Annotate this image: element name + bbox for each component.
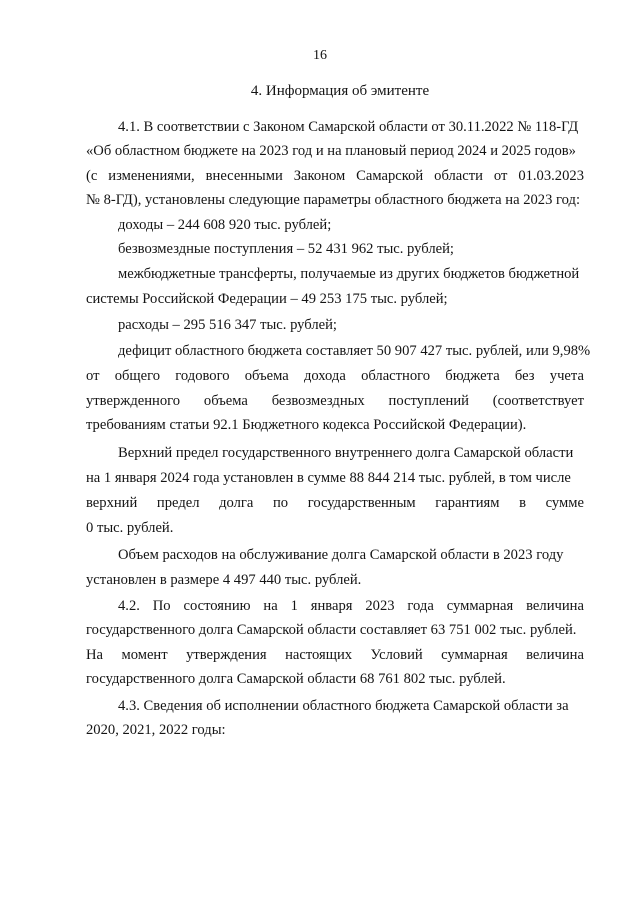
paragraph-4-2-line-3 (86, 646, 584, 664)
justified-word: верхний (86, 495, 138, 511)
debt-limit-line-1: Верхний предел государственного внутреннего долга Самарской области (118, 445, 574, 461)
paragraph-4-3-line-2: 2020, 2021, 2022 годы: (86, 722, 226, 738)
justified-word: Законом (293, 168, 346, 184)
justified-word: изменениями, (108, 168, 195, 184)
justified-word: января (310, 598, 353, 614)
section-title: 4. Информация об эмитенте (250, 83, 430, 99)
justified-word: Самарской (356, 168, 424, 184)
justified-word: государственным (307, 495, 416, 511)
justified-word: величина (526, 598, 584, 614)
justified-word: утвержденного (86, 393, 181, 409)
justified-word: суммарная (441, 647, 508, 663)
debt-service-line-2: установлен в размере 4 497 440 тыс. рублей. (86, 572, 362, 588)
budget-income: доходы – 244 608 920 тыс. рублей; (118, 217, 332, 233)
justified-word: Условий (370, 647, 423, 663)
budget-expenses: расходы – 295 516 347 тыс. рублей; (118, 317, 337, 333)
justified-word: На (86, 647, 104, 663)
justified-word: дохода (303, 368, 346, 384)
budget-grants: безвозмездные поступления – 52 431 962 тыс. рублей; (118, 241, 454, 257)
justified-word: суммарная (446, 598, 514, 614)
paragraph-4-1-line-4: № 8-ГД), установлены следующие параметры областного бюджета на 2023 год: (86, 192, 581, 208)
justified-word: общего (114, 368, 161, 384)
justified-word: бюджета (445, 368, 500, 384)
debt-limit-line-2: на 1 января 2024 года установлен в сумме 88 844 214 тыс. рублей, в том числе (86, 470, 571, 486)
budget-transfers-line-2: системы Российской Федерации – 49 253 175 тыс. рублей; (86, 291, 448, 307)
justified-word: утверждения (186, 647, 267, 663)
justified-word: (соответствует (492, 393, 584, 409)
justified-word: области (434, 168, 483, 184)
justified-word: по (273, 495, 289, 511)
justified-word: учета (549, 368, 584, 384)
budget-deficit-line-4: требованиям статьи 92.1 Бюджетного кодекса Российской Федерации). (86, 417, 527, 433)
justified-word: от (86, 368, 100, 384)
justified-word: в (519, 495, 526, 511)
budget-deficit-line-2 (86, 367, 584, 385)
justified-word: внесенными (205, 168, 283, 184)
budget-deficit-line-3 (86, 392, 584, 410)
justified-word: настоящих (285, 647, 353, 663)
debt-limit-line-4: 0 тыс. рублей. (86, 520, 174, 536)
justified-word: 4.2. (118, 598, 140, 614)
paragraph-4-2-line-2: государственного долга Самарской области составляет 63 751 002 тыс. рублей. (86, 622, 577, 638)
paragraph-4-2-line-1 (118, 597, 584, 615)
justified-word: поступлений (388, 393, 469, 409)
debt-service-line-1: Объем расходов на обслуживание долга Самарской области в 2023 году (118, 547, 564, 563)
justified-word: состоянию (183, 598, 251, 614)
justified-word: 1 (290, 598, 298, 614)
justified-word: безвозмездных (271, 393, 365, 409)
paragraph-4-2-line-4: государственного долга Самарской области 68 761 802 тыс. рублей. (86, 671, 506, 687)
justified-word: (с (86, 168, 98, 184)
paragraph-4-3-line-1: 4.3. Сведения об исполнении областного бюджета Самарской области за (118, 698, 569, 714)
justified-word: на (263, 598, 278, 614)
justified-word: 2023 (365, 598, 395, 614)
page-number: 16 (313, 48, 327, 63)
paragraph-4-1-line-2: «Об областном бюджете на 2023 год и на плановый период 2024 и 2025 годов» (86, 143, 576, 159)
justified-word: без (514, 368, 535, 384)
justified-word: величина (526, 647, 584, 663)
justified-word: момент (121, 647, 168, 663)
justified-word: гарантиям (435, 495, 500, 511)
justified-word: объема (203, 393, 248, 409)
justified-word: 01.03.2023 (518, 168, 584, 184)
budget-transfers-line-1: межбюджетные трансферты, получаемые из других бюджетов бюджетной (118, 266, 580, 282)
justified-word: года (407, 598, 434, 614)
justified-word: По (152, 598, 171, 614)
paragraph-4-1-line-1: 4.1. В соответствии с Законом Самарской области от 30.11.2022 № 118-ГД (118, 119, 579, 135)
justified-word: объема (244, 368, 289, 384)
justified-word: сумме (545, 495, 584, 511)
justified-word: предел (156, 495, 200, 511)
budget-deficit-line-1: дефицит областного бюджета составляет 50 907 427 тыс. рублей, или 9,98% (118, 343, 591, 359)
justified-word: областного (361, 368, 431, 384)
justified-word: годового (175, 368, 230, 384)
justified-word: от (493, 168, 508, 184)
debt-limit-line-3 (86, 494, 584, 512)
paragraph-4-1-line-3 (86, 167, 584, 185)
justified-word: долга (219, 495, 254, 511)
